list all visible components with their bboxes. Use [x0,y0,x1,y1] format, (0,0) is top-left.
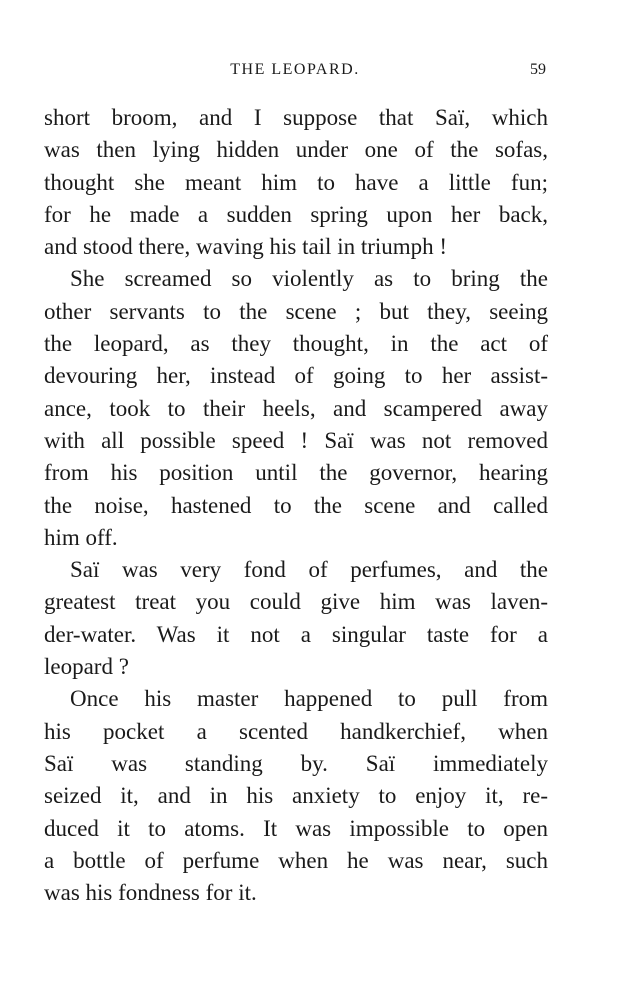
text-line: for he made a sudden spring upon her back, [44,201,548,227]
text-line: other servants to the scene ; but they, seeing [44,298,548,324]
body-text [44,102,548,909]
text-line: was his fondness for it. [44,880,257,906]
paragraph-1 [44,102,548,263]
text-line: Saï was very fond of perfumes, and the [70,557,548,583]
text-line: was then lying hidden under one of the sofas, [44,137,548,163]
paragraph-3 [44,554,548,683]
text-line: duced it to atoms. It was impossible to open [44,815,548,841]
text-line: leopard ? [44,654,129,680]
text-line: Saï was standing by. Saï immediately [44,750,548,776]
text-line: from his position until the governor, hearing [44,460,548,486]
text-line: ance, took to their heels, and scampered away [44,395,548,421]
paragraph-2 [44,263,548,554]
text-line: with all possible speed ! Saï was not removed [44,427,548,453]
text-line: She screamed so violently as to bring the [70,266,548,292]
text-line: Once his master happened to pull from [70,686,548,712]
text-line: the noise, hastened to the scene and called [44,492,548,518]
text-line: der-water. Was it not a singular taste for a [44,621,548,647]
running-head: THE LEOPARD. [230,61,360,78]
text-line: him off. [44,524,118,550]
text-line: devouring her, instead of going to her assist- [44,363,548,389]
text-line: greatest treat you could give him was laven- [44,589,548,615]
text-line: seized it, and in his anxiety to enjoy it, re- [44,783,548,809]
text-line: thought she meant him to have a little fun; [44,169,548,195]
page-header [44,58,546,82]
page-number: 59 [530,61,546,78]
text-line: and stood there, waving his tail in triumph ! [44,234,448,260]
text-line: the leopard, as they thought, in the act of [44,331,548,357]
text-line: short broom, and I suppose that Saï, which [44,105,548,130]
text-line: his pocket a scented handkerchief, when [44,718,548,744]
paragraph-4 [44,683,548,909]
text-line: a bottle of perfume when he was near, such [44,847,548,873]
